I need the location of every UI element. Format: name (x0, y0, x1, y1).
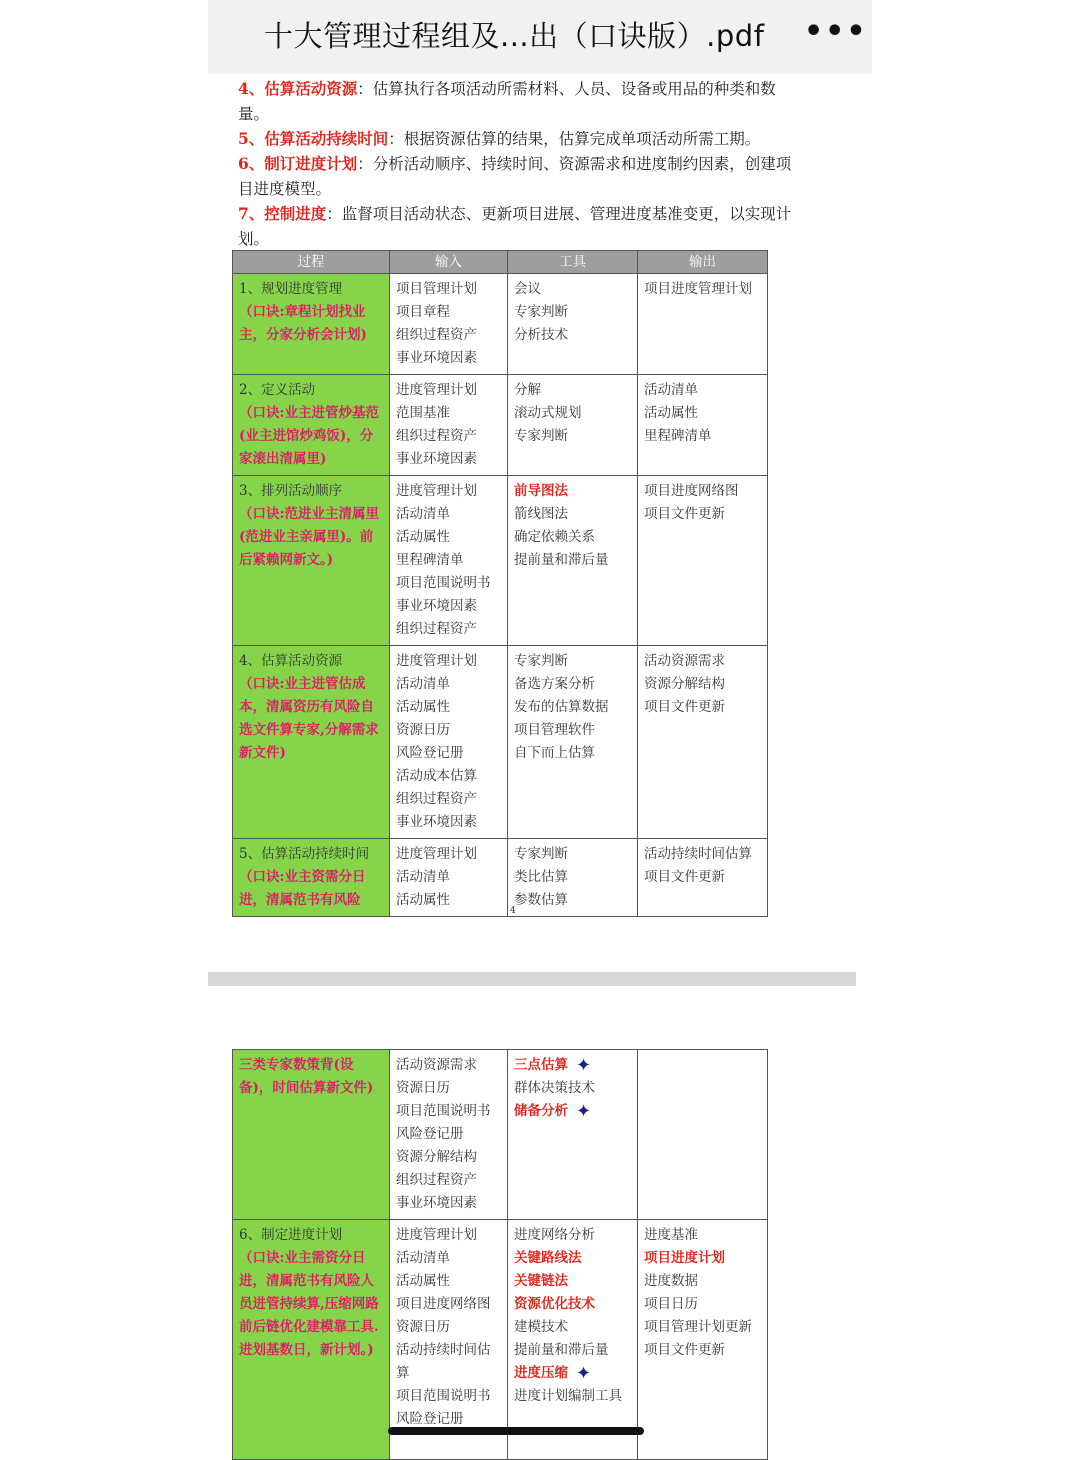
list-item: 组织过程资产 (396, 428, 477, 444)
list-item: 进度管理计划 (396, 382, 477, 398)
list-item-highlighted (514, 1100, 631, 1123)
list-item: 活动属性 (396, 699, 450, 715)
list-item: 群体决策技术 (514, 1080, 595, 1096)
process-mnemonic: （口诀:业主资需分日进，清属范书有风险 (239, 869, 366, 908)
list-item: 会议 (514, 281, 541, 297)
more-options-button[interactable]: ••• (804, 14, 868, 49)
list-item: 资源日历 (396, 1080, 450, 1096)
list-item: 活动持续时间估算 (644, 846, 752, 862)
table-row (233, 1220, 768, 1460)
list-item: 活动属性 (396, 892, 450, 908)
process-table-continued (232, 1049, 768, 1460)
list-item: 项目日历 (644, 1296, 698, 1312)
list-item: 项目进度管理计划 (644, 281, 752, 297)
list-item: 类比估算 (514, 869, 568, 885)
list-item-text: 储备分析 (514, 1103, 568, 1119)
inputs-cell (390, 1050, 508, 1220)
list-item: 里程碑清单 (396, 552, 464, 568)
process-title: 5、估算活动持续时间 (239, 846, 370, 862)
list-item-highlighted (514, 1362, 631, 1385)
list-item-highlighted: 关键路线法 (514, 1250, 582, 1266)
header-inputs: 输入 (390, 251, 508, 274)
inputs-cell (390, 646, 508, 839)
list-item: 资源分解结构 (396, 1149, 477, 1165)
inputs-cell (390, 1220, 508, 1460)
list-item-highlighted: 前导图法 (514, 483, 568, 499)
process-title: 4、估算活动资源 (239, 653, 343, 669)
inputs-cell (390, 375, 508, 476)
list-item: 进度管理计划 (396, 653, 477, 669)
star-icon: ✦ (576, 1100, 592, 1122)
process-cell (233, 274, 390, 375)
list-item: 资源日历 (396, 722, 450, 738)
list-item: 项目管理计划更新 (644, 1319, 752, 1335)
list-item: 分解 (514, 382, 541, 398)
list-item: 备选方案分析 (514, 676, 595, 692)
tools-cell (508, 1050, 638, 1220)
star-icon: ✦ (576, 1054, 592, 1076)
process-title: 3、排列活动顺序 (239, 483, 343, 499)
outputs-cell (638, 839, 768, 917)
home-indicator[interactable] (388, 1427, 644, 1435)
list-item: 项目管理计划 (396, 281, 477, 297)
process-cell (233, 375, 390, 476)
paragraph-heading: 5、估算活动持续时间 (238, 129, 389, 148)
list-item: 提前量和滞后量 (514, 1342, 609, 1358)
list-item: 活动清单 (396, 676, 450, 692)
list-item: 专家判断 (514, 304, 568, 320)
process-cell (233, 1050, 390, 1220)
tools-cell (508, 1220, 638, 1460)
outputs-cell (638, 375, 768, 476)
outputs-cell (638, 1050, 768, 1220)
list-item: 建模技术 (514, 1319, 568, 1335)
paragraph-body: ：根据资源估算的结果，估算完成单项活动所需工期。 (388, 130, 761, 148)
list-item: 资源分解结构 (644, 676, 725, 692)
list-item: 范围基准 (396, 405, 450, 421)
list-item: 组织过程资产 (396, 1172, 477, 1188)
list-item: 组织过程资产 (396, 327, 477, 343)
paragraph-estimate-durations (238, 126, 798, 152)
process-mnemonic: （口诀:业主需资分日进，清属范书有风险人员进管持续算,压缩网路前后链优化建模靠工具.进划基数日，新计划。) (239, 1250, 379, 1358)
list-item: 活动持续时间估算 (396, 1342, 491, 1381)
process-title: 1、规划进度管理 (239, 281, 343, 297)
outputs-cell (638, 1220, 768, 1460)
list-item: 事业环境因素 (396, 598, 477, 614)
outputs-cell (638, 274, 768, 375)
list-item: 提前量和滞后量 (514, 552, 609, 568)
list-item: 专家判断 (514, 846, 568, 862)
list-item: 分析技术 (514, 327, 568, 343)
table-row (233, 476, 768, 646)
inputs-cell (390, 476, 508, 646)
process-title: 6、制定进度计划 (239, 1227, 343, 1243)
table-row (233, 274, 768, 375)
list-item: 进度数据 (644, 1273, 698, 1289)
list-item-text: 进度压缩 (514, 1365, 568, 1381)
list-item: 风险登记册 (396, 745, 464, 761)
list-item-highlighted: 资源优化技术 (514, 1296, 595, 1312)
list-item: 组织过程资产 (396, 791, 477, 807)
paragraph-body: ：监督项目活动状态、更新项目进展、管理进度基准变更，以实现计划。 (238, 205, 792, 248)
paragraph-body: ：估算执行各项活动所需材料、人员、设备或用品的种类和数量。 (238, 80, 776, 123)
list-item: 项目文件更新 (644, 506, 725, 522)
star-icon: ✦ (576, 1362, 592, 1384)
list-item: 项目范围说明书 (396, 1388, 491, 1404)
list-item: 活动清单 (396, 1250, 450, 1266)
list-item: 活动清单 (644, 382, 698, 398)
table-row (233, 646, 768, 839)
paragraph-control-schedule (238, 201, 798, 252)
paragraph-estimate-resources (238, 76, 798, 127)
list-item: 进度管理计划 (396, 1227, 477, 1243)
list-item: 项目文件更新 (644, 699, 725, 715)
tools-cell (508, 375, 638, 476)
table-header-row (233, 251, 768, 274)
list-item: 滚动式规划 (514, 405, 582, 421)
pdf-page-4 (208, 74, 856, 972)
process-cell (233, 839, 390, 917)
page-separator (208, 972, 856, 986)
list-item: 确定依赖关系 (514, 529, 595, 545)
list-item: 项目章程 (396, 304, 450, 320)
header-outputs: 输出 (638, 251, 768, 274)
table-row (233, 1050, 768, 1220)
list-item: 事业环境因素 (396, 451, 477, 467)
list-item: 资源日历 (396, 1319, 450, 1335)
list-item: 组织过程资产 (396, 621, 477, 637)
process-cell (233, 646, 390, 839)
list-item-text: 三点估算 (514, 1057, 568, 1073)
list-item: 箭线图法 (514, 506, 568, 522)
list-item: 事业环境因素 (396, 350, 477, 366)
paragraph-body: ：分析活动顺序、持续时间、资源需求和进度制约因素，创建项目进度模型。 (238, 155, 792, 198)
tools-cell (508, 646, 638, 839)
paragraph-heading: 7、控制进度 (238, 204, 327, 223)
list-item: 活动清单 (396, 506, 450, 522)
list-item: 事业环境因素 (396, 1195, 477, 1211)
outputs-cell (638, 646, 768, 839)
list-item: 进度计划编制工具 (514, 1388, 622, 1404)
tools-cell (508, 476, 638, 646)
list-item: 风险登记册 (396, 1411, 464, 1427)
list-item: 参数估算 (514, 892, 568, 908)
list-item: 项目文件更新 (644, 869, 725, 885)
tools-cell (508, 274, 638, 375)
outputs-cell (638, 476, 768, 646)
list-item: 活动属性 (644, 405, 698, 421)
list-item: 专家判断 (514, 653, 568, 669)
process-mnemonic: （口诀:章程计划找业主，分家分析会计划) (239, 304, 367, 343)
process-mnemonic: （口诀:业主进管估成本，清属资历有风险自选文件算专家,分解需求新文件) (239, 676, 379, 761)
list-item-highlighted: 关键链法 (514, 1273, 568, 1289)
list-item: 风险登记册 (396, 1126, 464, 1142)
inputs-cell (390, 839, 508, 917)
list-item: 进度基准 (644, 1227, 698, 1243)
process-title: 2、定义活动 (239, 382, 316, 398)
list-item: 项目管理软件 (514, 722, 595, 738)
header-tools: 工具 (508, 251, 638, 274)
pdf-page-5 (208, 986, 856, 1440)
process-mnemonic: （口诀:范进业主清属里(范进业主亲属里)。前后紧赖网新文。) (239, 506, 379, 568)
list-item: 进度网络分析 (514, 1227, 595, 1243)
process-cell (233, 476, 390, 646)
paragraph-develop-schedule (238, 151, 798, 202)
list-item: 自下而上估算 (514, 745, 595, 761)
list-item: 专家判断 (514, 428, 568, 444)
title-bar (208, 0, 872, 74)
list-item: 活动资源需求 (644, 653, 725, 669)
list-item: 项目进度网络图 (644, 483, 739, 499)
list-item: 活动清单 (396, 869, 450, 885)
document-title: 十大管理过程组及...出（口诀版）.pdf (264, 19, 765, 53)
list-item-highlighted (514, 1054, 631, 1077)
paragraph-heading: 4、估算活动资源 (238, 79, 358, 98)
list-item: 进度管理计划 (396, 483, 477, 499)
list-item: 活动成本估算 (396, 768, 477, 784)
process-mnemonic: （口诀:业主进管炒基范(业主进馆炒鸡饭)，分家滚出清属里) (239, 405, 379, 467)
list-item-highlighted: 项目进度计划 (644, 1250, 725, 1266)
list-item: 项目范围说明书 (396, 1103, 491, 1119)
list-item: 活动属性 (396, 529, 450, 545)
list-item: 活动属性 (396, 1273, 450, 1289)
list-item: 发布的估算数据 (514, 699, 609, 715)
list-item: 里程碑清单 (644, 428, 712, 444)
list-item: 项目文件更新 (644, 1342, 725, 1358)
list-item: 项目进度网络图 (396, 1296, 491, 1312)
paragraph-heading: 6、制订进度计划 (238, 154, 358, 173)
process-mnemonic: 三类专家数策背(设备)，时间估算新文件) (239, 1057, 374, 1096)
list-item: 活动资源需求 (396, 1057, 477, 1073)
list-item: 事业环境因素 (396, 814, 477, 830)
header-process: 过程 (233, 251, 390, 274)
table-row (233, 375, 768, 476)
list-item: 进度管理计划 (396, 846, 477, 862)
table-row (233, 839, 768, 917)
page-number: 4 (510, 906, 516, 916)
inputs-cell (390, 274, 508, 375)
process-cell (233, 1220, 390, 1460)
list-item: 项目范围说明书 (396, 575, 491, 591)
tools-cell (508, 839, 638, 917)
process-table (232, 250, 768, 917)
pdf-viewer[interactable] (208, 0, 868, 1440)
